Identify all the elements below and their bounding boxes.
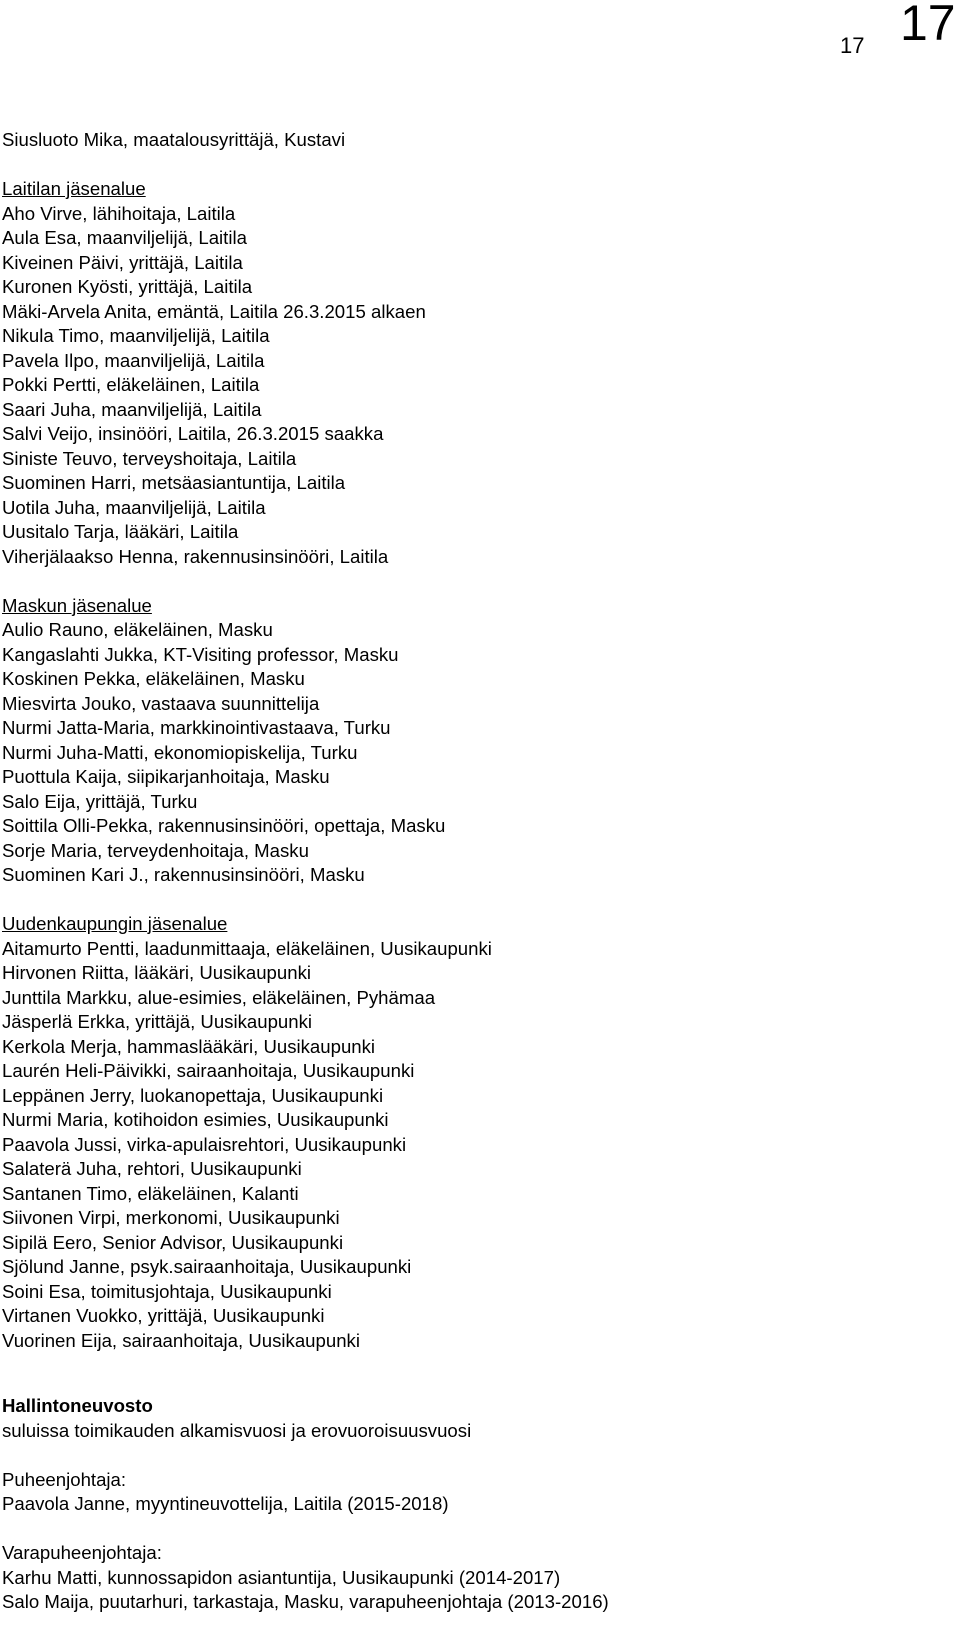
board-title: Hallintoneuvosto xyxy=(2,1395,153,1416)
member-line: Kiveinen Päivi, yrittäjä, Laitila xyxy=(2,251,243,273)
chair-line: Paavola Janne, myyntineuvottelija, Laitila (2015-2018) xyxy=(2,1493,449,1514)
member-line: Nurmi Jatta-Maria, markkinointivastaava, Turku xyxy=(2,717,391,738)
vice-line: Salo Maija, puutarhuri, tarkastaja, Masku, varapuheenjohtaja (2013-2016) xyxy=(2,1591,609,1612)
member-line: Kerkola Merja, hammaslääkäri, Uusikaupunki xyxy=(2,1035,376,1057)
member-line: Siivonen Virpi, merkonomi, Uusikaupunki xyxy=(2,1207,340,1228)
document-body xyxy=(0,128,960,1615)
spacer xyxy=(0,1443,960,1468)
member-line: Soittila Olli-Pekka, rakennusinsinööri, opettaja, Masku xyxy=(2,815,446,836)
member-line: Nurmi Juha-Matti, ekonomiopiskelija, Turku xyxy=(2,741,358,763)
member-line: Laurén Heli-Päivikki, sairaanhoitaja, Uusikaupunki xyxy=(2,1060,415,1081)
section-masku xyxy=(0,594,960,888)
member-line: Sipilä Eero, Senior Advisor, Uusikaupunki xyxy=(2,1231,344,1253)
member-line: Puottula Kaija, siipikarjanhoitaja, Masku xyxy=(2,766,330,787)
member-line: Siniste Teuvo, terveyshoitaja, Laitila xyxy=(2,447,297,469)
member-line: Salvi Veijo, insinööri, Laitila, 26.3.2015 saakka xyxy=(2,423,384,444)
board-section xyxy=(0,1394,960,1615)
member-line: Uusitalo Tarja, lääkäri, Laitila xyxy=(2,521,239,542)
member-line: Salo Eija, yrittäjä, Turku xyxy=(2,790,198,812)
spacer xyxy=(0,153,960,178)
vice-line: Karhu Matti, kunnossapidon asiantuntija, Uusikaupunki (2014-2017) xyxy=(2,1566,561,1588)
member-line: Pokki Pertti, eläkeläinen, Laitila xyxy=(2,374,260,395)
member-line: Kangaslahti Jukka, KT-Visiting professor, Masku xyxy=(2,643,399,665)
board-subtitle: suluissa toimikauden alkamisvuosi ja erovuoroisuusvuosi xyxy=(2,1419,472,1441)
member-line: Paavola Jussi, virka-apulaisrehtori, Uusikaupunki xyxy=(2,1133,407,1155)
section-uusikaupunki xyxy=(0,912,960,1353)
member-line: Soini Esa, toimitusjohtaja, Uusikaupunki xyxy=(2,1280,332,1302)
member-line: Aho Virve, lähihoitaja, Laitila xyxy=(2,202,236,224)
member-line: Koskinen Pekka, eläkeläinen, Masku xyxy=(2,668,305,689)
member-line: Mäki-Arvela Anita, emäntä, Laitila 26.3.2015 alkaen xyxy=(2,300,426,322)
member-line: Uotila Juha, maanviljelijä, Laitila xyxy=(2,496,266,518)
page-number-large: 17 xyxy=(900,0,956,51)
vice-label: Varapuheenjohtaja: xyxy=(2,1542,162,1563)
member-line: Aula Esa, maanviljelijä, Laitila xyxy=(2,227,247,248)
chair-label: Puheenjohtaja: xyxy=(2,1468,127,1490)
member-line: Viherjälaakso Henna, rakennusinsinööri, Laitila xyxy=(2,545,389,567)
member-line: Suominen Harri, metsäasiantuntija, Laitila xyxy=(2,472,346,493)
member-line: Jäsperlä Erkka, yrittäjä, Uusikaupunki xyxy=(2,1011,313,1032)
section-heading: Laitilan jäsenalue xyxy=(2,178,146,199)
member-line: Salaterä Juha, rehtori, Uusikaupunki xyxy=(2,1158,302,1179)
member-line: Nikula Timo, maanviljelijä, Laitila xyxy=(2,325,270,346)
section-heading: Maskun jäsenalue xyxy=(2,594,152,616)
section-laitila xyxy=(0,177,960,569)
member-line: Saari Juha, maanviljelijä, Laitila xyxy=(2,398,262,420)
member-line: Sjölund Janne, psyk.sairaanhoitaja, Uusikaupunki xyxy=(2,1256,412,1277)
member-line: Hirvonen Riitta, lääkäri, Uusikaupunki xyxy=(2,962,312,983)
spacer xyxy=(0,569,960,594)
section-heading: Uudenkaupungin jäsenalue xyxy=(2,913,228,934)
spacer xyxy=(0,888,960,913)
member-line: Miesvirta Jouko, vastaava suunnittelija xyxy=(2,692,320,714)
member-line: Virtanen Vuokko, yrittäjä, Uusikaupunki xyxy=(2,1305,325,1326)
spacer xyxy=(0,1353,960,1394)
member-line: Leppänen Jerry, luokanopettaja, Uusikaupunki xyxy=(2,1084,384,1106)
member-line: Sorje Maria, terveydenhoitaja, Masku xyxy=(2,839,309,861)
member-line: Aulio Rauno, eläkeläinen, Masku xyxy=(2,619,273,640)
member-line: Santanen Timo, eläkeläinen, Kalanti xyxy=(2,1182,299,1204)
member-line: Kuronen Kyösti, yrittäjä, Laitila xyxy=(2,276,253,297)
page-number-small: 17 xyxy=(840,33,865,58)
intro-line: Siusluoto Mika, maatalousyrittäjä, Kustavi xyxy=(2,129,346,150)
member-line: Nurmi Maria, kotihoidon esimies, Uusikaupunki xyxy=(2,1109,389,1130)
member-line: Aitamurto Pentti, laadunmittaaja, eläkeläinen, Uusikaupunki xyxy=(2,937,492,959)
member-line: Vuorinen Eija, sairaanhoitaja, Uusikaupunki xyxy=(2,1329,360,1351)
member-line: Pavela Ilpo, maanviljelijä, Laitila xyxy=(2,349,265,371)
member-line: Suominen Kari J., rakennusinsinööri, Masku xyxy=(2,864,365,885)
member-line: Junttila Markku, alue-esimies, eläkeläinen, Pyhämaa xyxy=(2,986,436,1008)
spacer xyxy=(0,1517,960,1542)
